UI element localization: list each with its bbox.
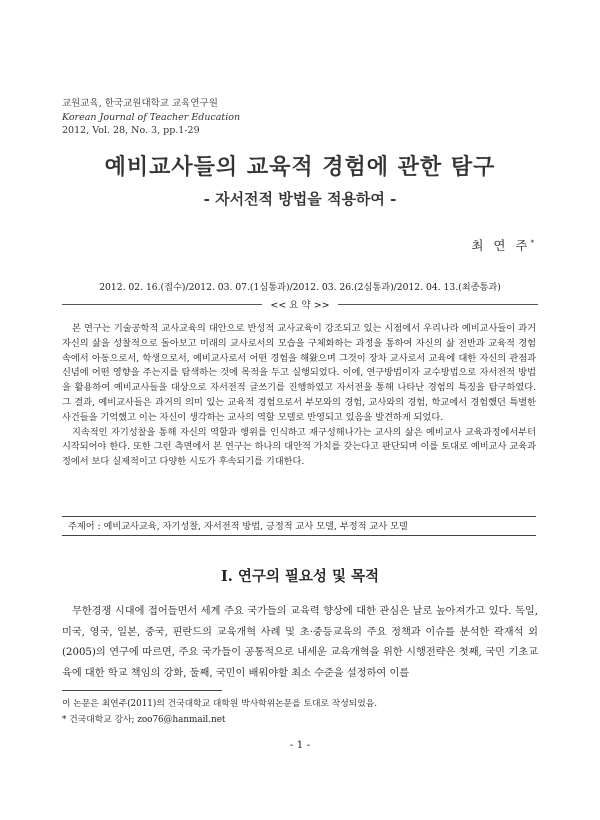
journal-volume: 2012, Vol. 28, No. 3, pp.1-29	[62, 125, 200, 136]
summary-heading	[62, 297, 538, 311]
abstract-paragraph-1: 본 연구는 기술공학적 교사교육의 대안으로 반성적 교사교육이 강조되고 있는 시점에서 우리나라 예비교사들이 과거 자신의 삶을 성찰적으로 돌아보고 미래의 교사로서의 모습을 구체화하는 과정을 통하여 자신의 삶 전반과 교육적 경험 속에서 아동으로서, 학생으로서, 예비교사로서 어떤 경험을 해왔으며 그것이 장차 교사로서 교육에 대한 자신의 관점과 신념에 어떤 영향을 주는지를 탐색하는 것에 목적을 두고 실행되었다. 이에, 연구방법이자 교수방법으로 자서전적 방법을 활용하여 예비교사들을 대상으로 자서전적 글쓰기를 진행하였고 자서전을 통해 나타난 경험의 특징을 탐구하였다. 그 결과, 예비교사들은 과거의 의미 있는 교육적 경험으로서 부모와의 경험, 교사와의 경험, 학교에서 경험했던 특별한 사건들을 기억했고 이는 자신이 생각하는 교사의 역할 모델로 반영되고 있음을 발견하게 되었다.	[62, 323, 536, 423]
section-heading: Ⅰ. 연구의 필요성 및 목적	[220, 568, 380, 585]
footnote-1: 이 논문은 최연주(2011)의 건국대학교 대학원 박사학위논문을 토대로 작성되었음.	[62, 699, 378, 709]
journal-name-english: Korean Journal of Teacher Education	[62, 111, 241, 123]
journal-name-korean: 교원교육, 한국교원대학교 교육연구원	[62, 98, 218, 109]
author-line	[471, 236, 537, 254]
body-paragraph: 무한경쟁 시대에 접어들면서 세계 주요 국가들의 교육력 향상에 대한 관심은 날로 높아져가고 있다. 독일, 미국, 영국, 일본, 중국, 핀란드의 교육개혁 사례 및 초·중등교육의 주요 정책과 이슈를 분석한 곽재석 외(2005)의 연구에 따르면, 주요 국가들이 공통적으로 내세운 교육개혁을 위한 시행전략은 첫째, 국민 기초교육에 대한 학교 책임의 강화, 둘째, 국민이 배워야할 최소 수준을 설정하여 이를	[62, 606, 538, 679]
paper-title: 예비교사들의 교육적 경험에 관한 탐구	[104, 154, 496, 180]
body-text	[62, 602, 538, 684]
page-number: - 1 -	[289, 739, 311, 751]
abstract-paragraph-2: 지속적인 자기성찰을 통해 자신의 역할과 행위를 인식하고 재구성해나가는 교사의 삶은 예비교사 교육과정에서부터 시작되어야 한다. 또한 그런 측면에서 본 연구는 하나의 대안적 가치를 갖는다고 판단되며 이를 토대로 예비교사 교육과정에서 보다 실제적이고 다양한 시도가 후속되기를 기대한다.	[62, 426, 536, 468]
abstract	[62, 322, 536, 470]
journal-header	[62, 97, 240, 138]
footnotes	[62, 696, 377, 728]
paper-subtitle: - 자서전적 방법을 적용하여 -	[203, 190, 397, 208]
summary-rule-right	[338, 304, 538, 305]
footnote-2: * 건국대학교 강사; zoo76@hanmail.net	[62, 715, 226, 725]
author-name: 최 연 주	[471, 238, 531, 253]
keywords: 주제어 : 예비교사교육, 자기성찰, 자서전적 방법, 긍정적 교사 모델, 부정적 교사 모델	[62, 516, 536, 536]
author-footnote-mark: *	[530, 238, 537, 247]
summary-label: << 요 약 >>	[270, 300, 330, 311]
review-dates: 2012. 02. 16.(접수)/2012. 03. 07.(1심통과)/2012. 03. 26.(2심통과)/2012. 04. 13.(최종통과)	[99, 282, 501, 293]
footnote-rule	[62, 690, 222, 691]
